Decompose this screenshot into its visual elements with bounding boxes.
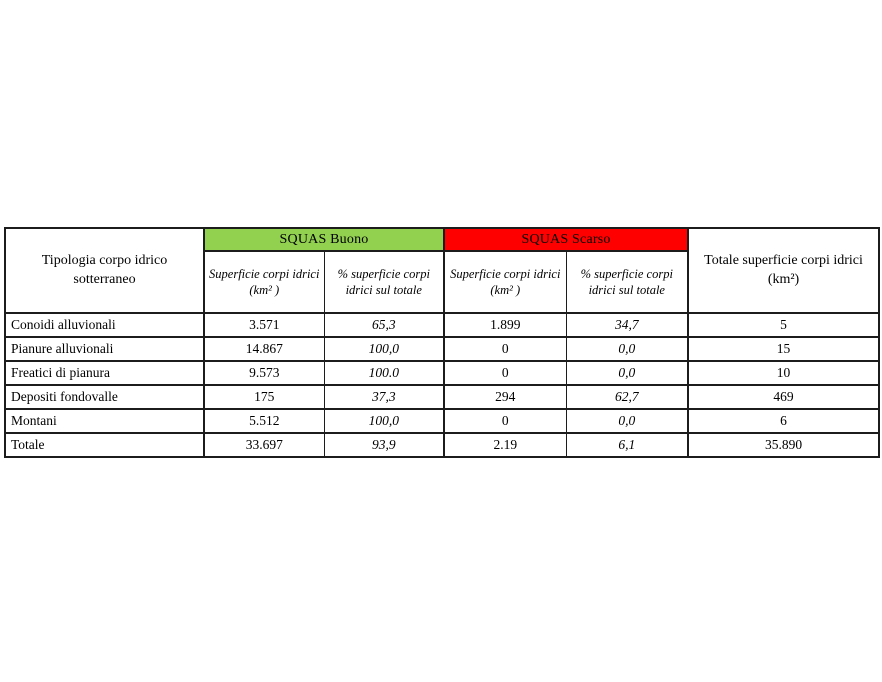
cell-scarso-percentuale: 34,7	[566, 313, 688, 337]
cell-total-buono-percentuale: 93,9	[324, 433, 444, 457]
cell-buono-superficie: 3.571	[204, 313, 324, 337]
table-row	[5, 409, 879, 433]
group-header-squas-buono: SQUAS Buono	[204, 228, 444, 251]
cell-scarso-percentuale: 62,7	[566, 385, 688, 409]
cell-totale: 5	[688, 313, 879, 337]
cell-scarso-percentuale: 0,0	[566, 337, 688, 361]
cell-scarso-superficie: 294	[444, 385, 566, 409]
cell-total-buono-superficie: 33.697	[204, 433, 324, 457]
cell-row-label: Freatici di pianura	[5, 361, 204, 385]
cell-buono-percentuale: 37,3	[324, 385, 444, 409]
corner-header: Tipologia corpo idrico sotterraneo	[5, 228, 204, 313]
table-row	[5, 313, 879, 337]
cell-row-label: Montani	[5, 409, 204, 433]
cell-total-scarso-superficie: 2.19	[444, 433, 566, 457]
cell-total-label: Totale	[5, 433, 204, 457]
cell-scarso-percentuale: 0,0	[566, 361, 688, 385]
cell-scarso-superficie: 0	[444, 361, 566, 385]
subheader-percentuale-scarso: % superficie corpi idrici sul totale	[566, 251, 688, 313]
cell-row-label: Depositi fondovalle	[5, 385, 204, 409]
cell-buono-superficie: 14.867	[204, 337, 324, 361]
subheader-percentuale-buono: % superficie corpi idrici sul totale	[324, 251, 444, 313]
cell-totale: 15	[688, 337, 879, 361]
group-header-squas-scarso: SQUAS Scarso	[444, 228, 688, 251]
cell-total-scarso-percentuale: 6,1	[566, 433, 688, 457]
cell-buono-percentuale: 100.0	[324, 361, 444, 385]
cell-scarso-superficie: 0	[444, 409, 566, 433]
table-row	[5, 337, 879, 361]
cell-buono-superficie: 5.512	[204, 409, 324, 433]
subheader-superficie-buono: Superficie corpi idrici (km² )	[204, 251, 324, 313]
cell-totale: 6	[688, 409, 879, 433]
totale-column-header: Totale superficie corpi idrici (km²)	[688, 228, 879, 313]
cell-scarso-superficie: 0	[444, 337, 566, 361]
table-total-row	[5, 433, 879, 457]
cell-buono-superficie: 9.573	[204, 361, 324, 385]
cell-buono-percentuale: 100,0	[324, 409, 444, 433]
header-row-groups	[5, 228, 879, 251]
cell-row-label: Pianure alluvionali	[5, 337, 204, 361]
cell-totale: 469	[688, 385, 879, 409]
cell-totale: 10	[688, 361, 879, 385]
cell-scarso-percentuale: 0,0	[566, 409, 688, 433]
table-row	[5, 385, 879, 409]
cell-buono-superficie: 175	[204, 385, 324, 409]
cell-buono-percentuale: 65,3	[324, 313, 444, 337]
cell-total-totale: 35.890	[688, 433, 879, 457]
table-row	[5, 361, 879, 385]
subheader-superficie-scarso: Superficie corpi idrici (km² )	[444, 251, 566, 313]
cell-buono-percentuale: 100,0	[324, 337, 444, 361]
water-quality-table	[4, 227, 880, 458]
cell-row-label: Conoidi alluvionali	[5, 313, 204, 337]
cell-scarso-superficie: 1.899	[444, 313, 566, 337]
